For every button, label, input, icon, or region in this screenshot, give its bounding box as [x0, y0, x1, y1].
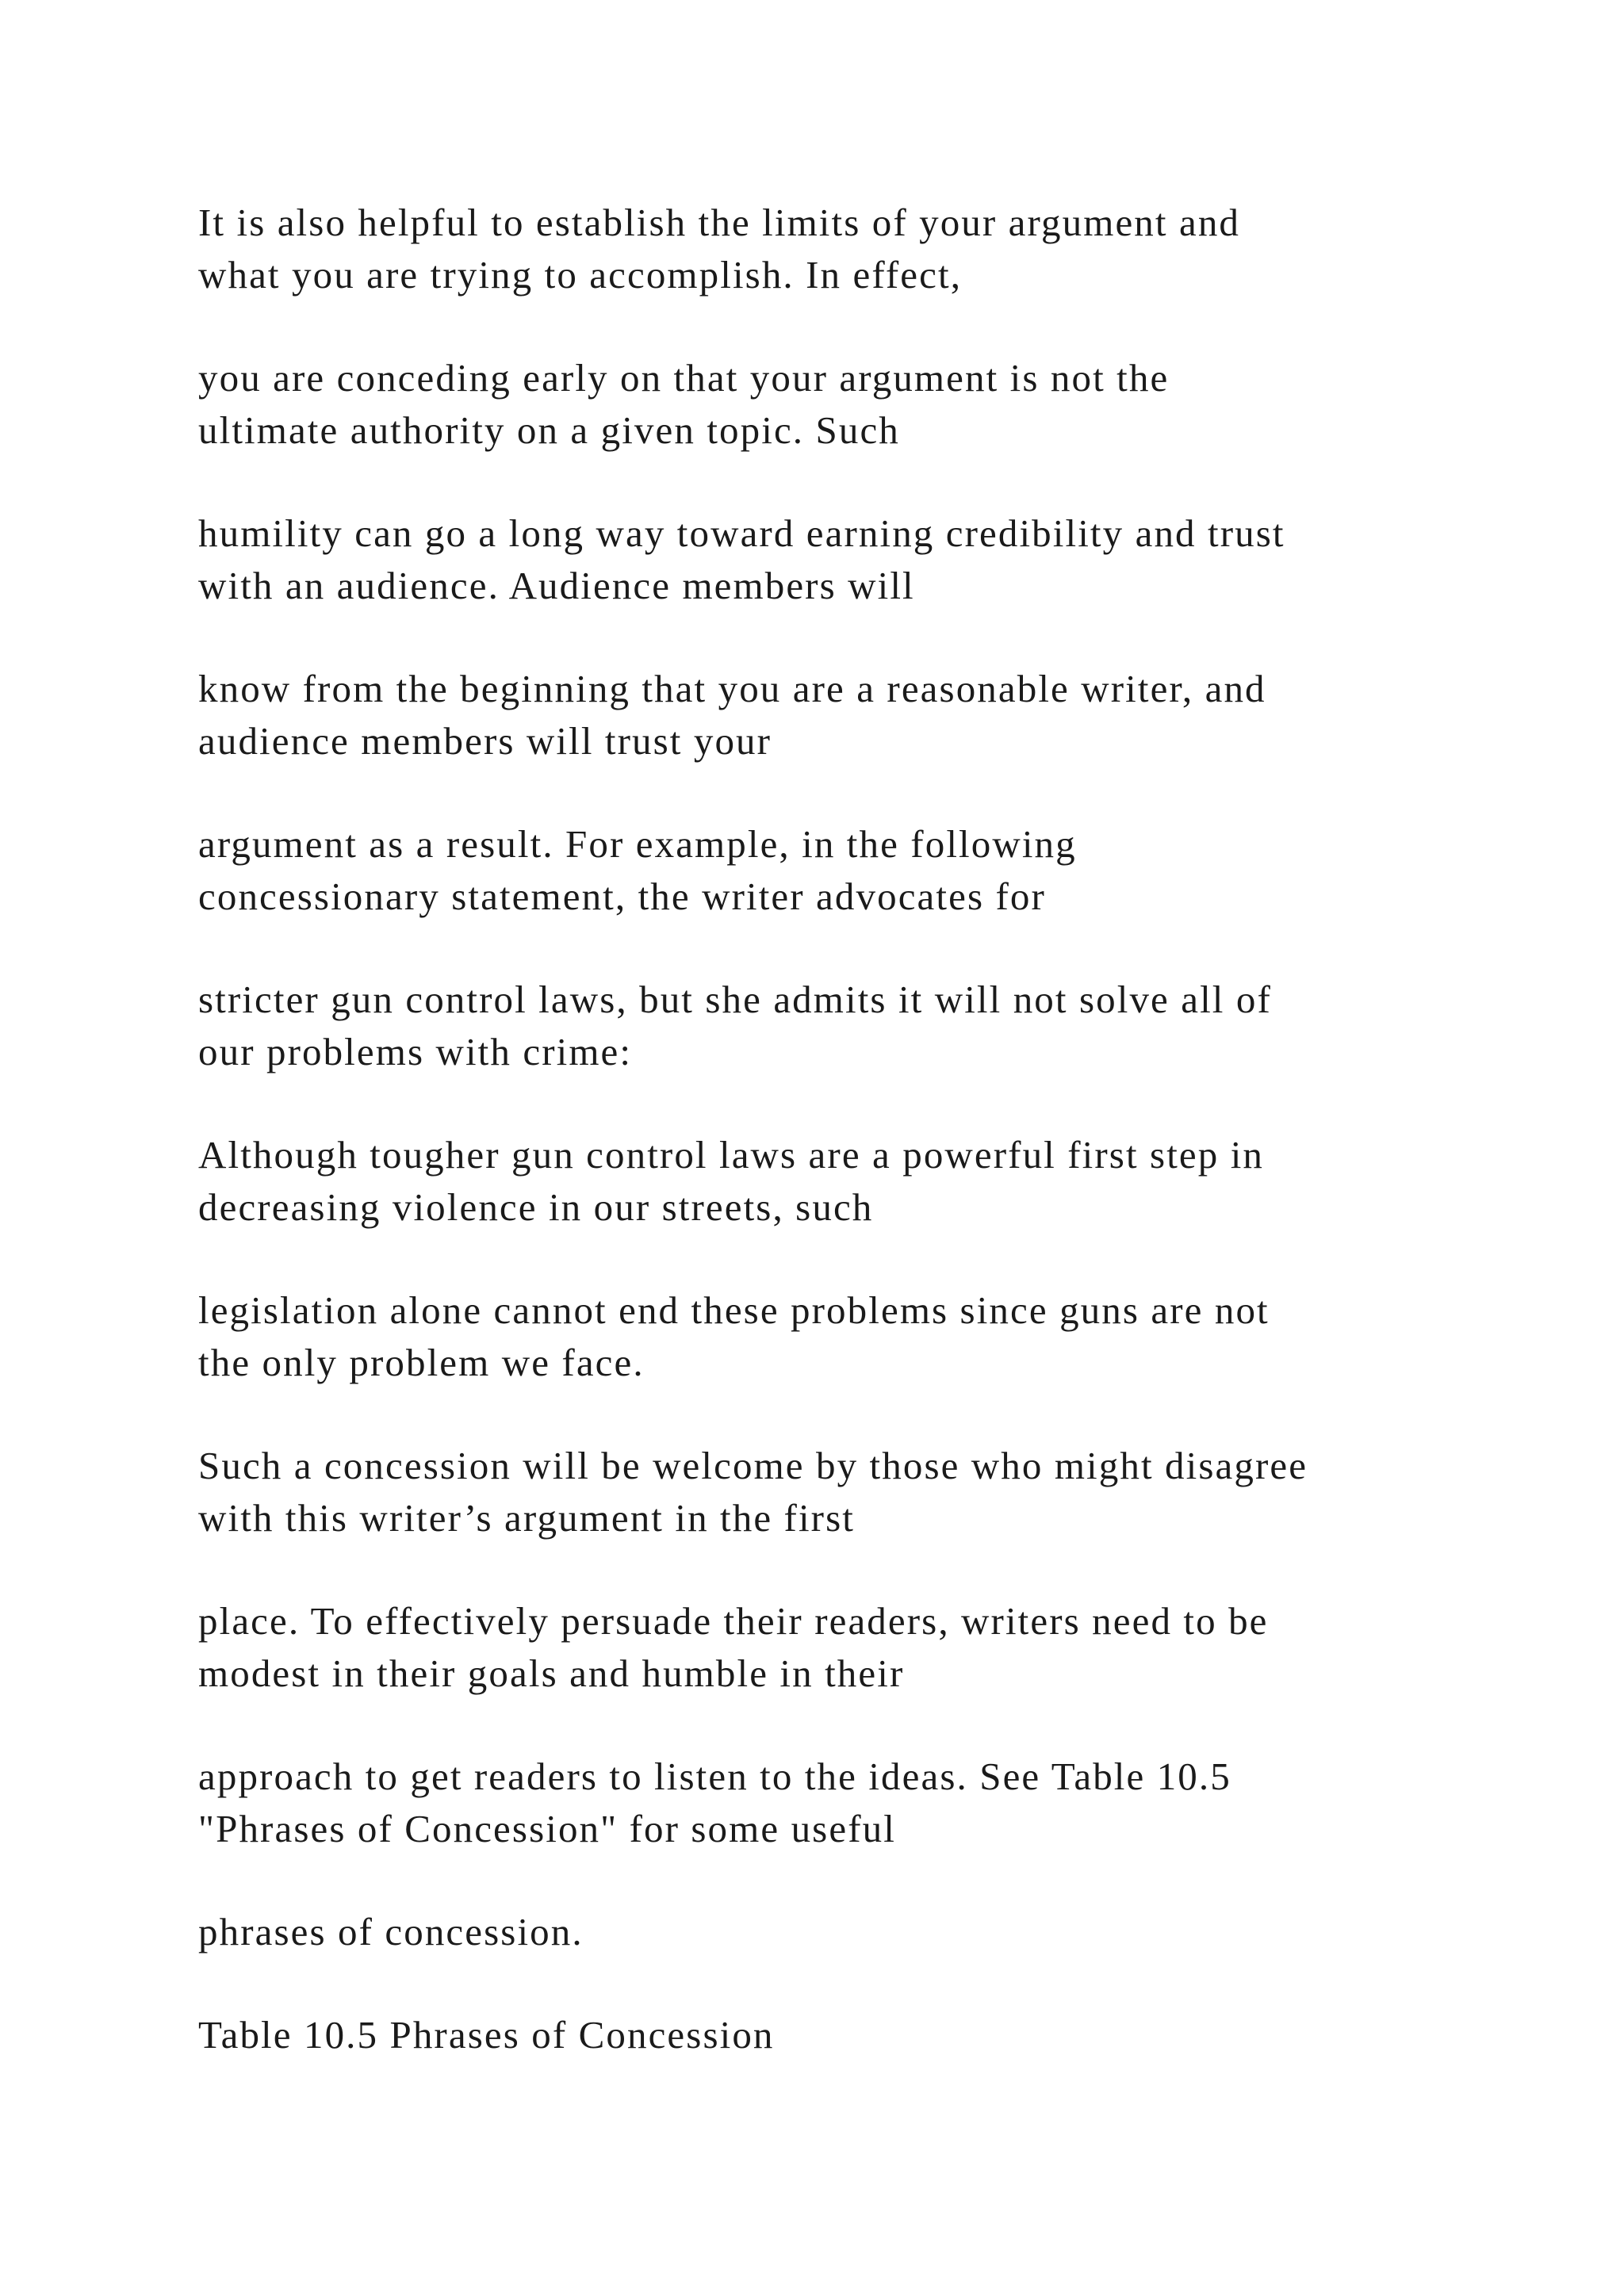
text-line: place. To effectively persuade their readers, writers need to be — [198, 1599, 1269, 1643]
paragraph-9 — [198, 1440, 1546, 1544]
text-line: "Phrases of Concession" for some useful — [198, 1807, 896, 1850]
text-line: legislation alone cannot end these problems since guns are not — [198, 1288, 1270, 1332]
text-line: humility can go a long way toward earning credibility and trust — [198, 511, 1285, 555]
paragraph-12 — [198, 1906, 1546, 1958]
paragraph-10 — [198, 1595, 1546, 1700]
text-line: concessionary statement, the writer advocates for — [198, 874, 1046, 918]
paragraph-6 — [198, 974, 1546, 1078]
text-line: audience members will trust your — [198, 719, 772, 763]
text-line: ultimate authority on a given topic. Such — [198, 408, 900, 452]
text-line: what you are trying to accomplish. In effect, — [198, 253, 963, 297]
paragraph-8 — [198, 1284, 1546, 1389]
paragraph-4 — [198, 663, 1546, 767]
text-line: Such a concession will be welcome by those who might disagree — [198, 1444, 1308, 1487]
paragraph-5 — [198, 818, 1546, 923]
text-line: the only problem we face. — [198, 1341, 645, 1384]
paragraph-3 — [198, 507, 1546, 612]
text-line: with an audience. Audience members will — [198, 564, 915, 607]
text-line: with this writer’s argument in the first — [198, 1496, 855, 1540]
text-line: our problems with crime: — [198, 1030, 633, 1073]
paragraph-1 — [198, 197, 1546, 301]
table-title: Table 10.5 Phrases of Concession — [198, 2013, 775, 2057]
text-line: argument as a result. For example, in the following — [198, 822, 1077, 866]
paragraph-11 — [198, 1751, 1546, 1855]
text-line: phrases of concession. — [198, 1910, 584, 1954]
text-line: know from the beginning that you are a reasonable writer, and — [198, 667, 1266, 710]
text-line: you are conceding early on that your argument is not the — [198, 356, 1170, 400]
text-line: decreasing violence in our streets, such — [198, 1185, 874, 1229]
paragraph-2 — [198, 352, 1546, 457]
text-line: stricter gun control laws, but she admits it will not solve all of — [198, 978, 1272, 1021]
table-caption — [198, 2009, 1546, 2061]
text-line: Although tougher gun control laws are a powerful first step in — [198, 1133, 1265, 1177]
text-line: approach to get readers to listen to the ideas. See Table 10.5 — [198, 1755, 1231, 1798]
text-line: modest in their goals and humble in their — [198, 1651, 905, 1695]
document-body — [198, 197, 1546, 2112]
text-line: It is also helpful to establish the limits of your argument and — [198, 201, 1241, 244]
paragraph-7 — [198, 1129, 1546, 1234]
